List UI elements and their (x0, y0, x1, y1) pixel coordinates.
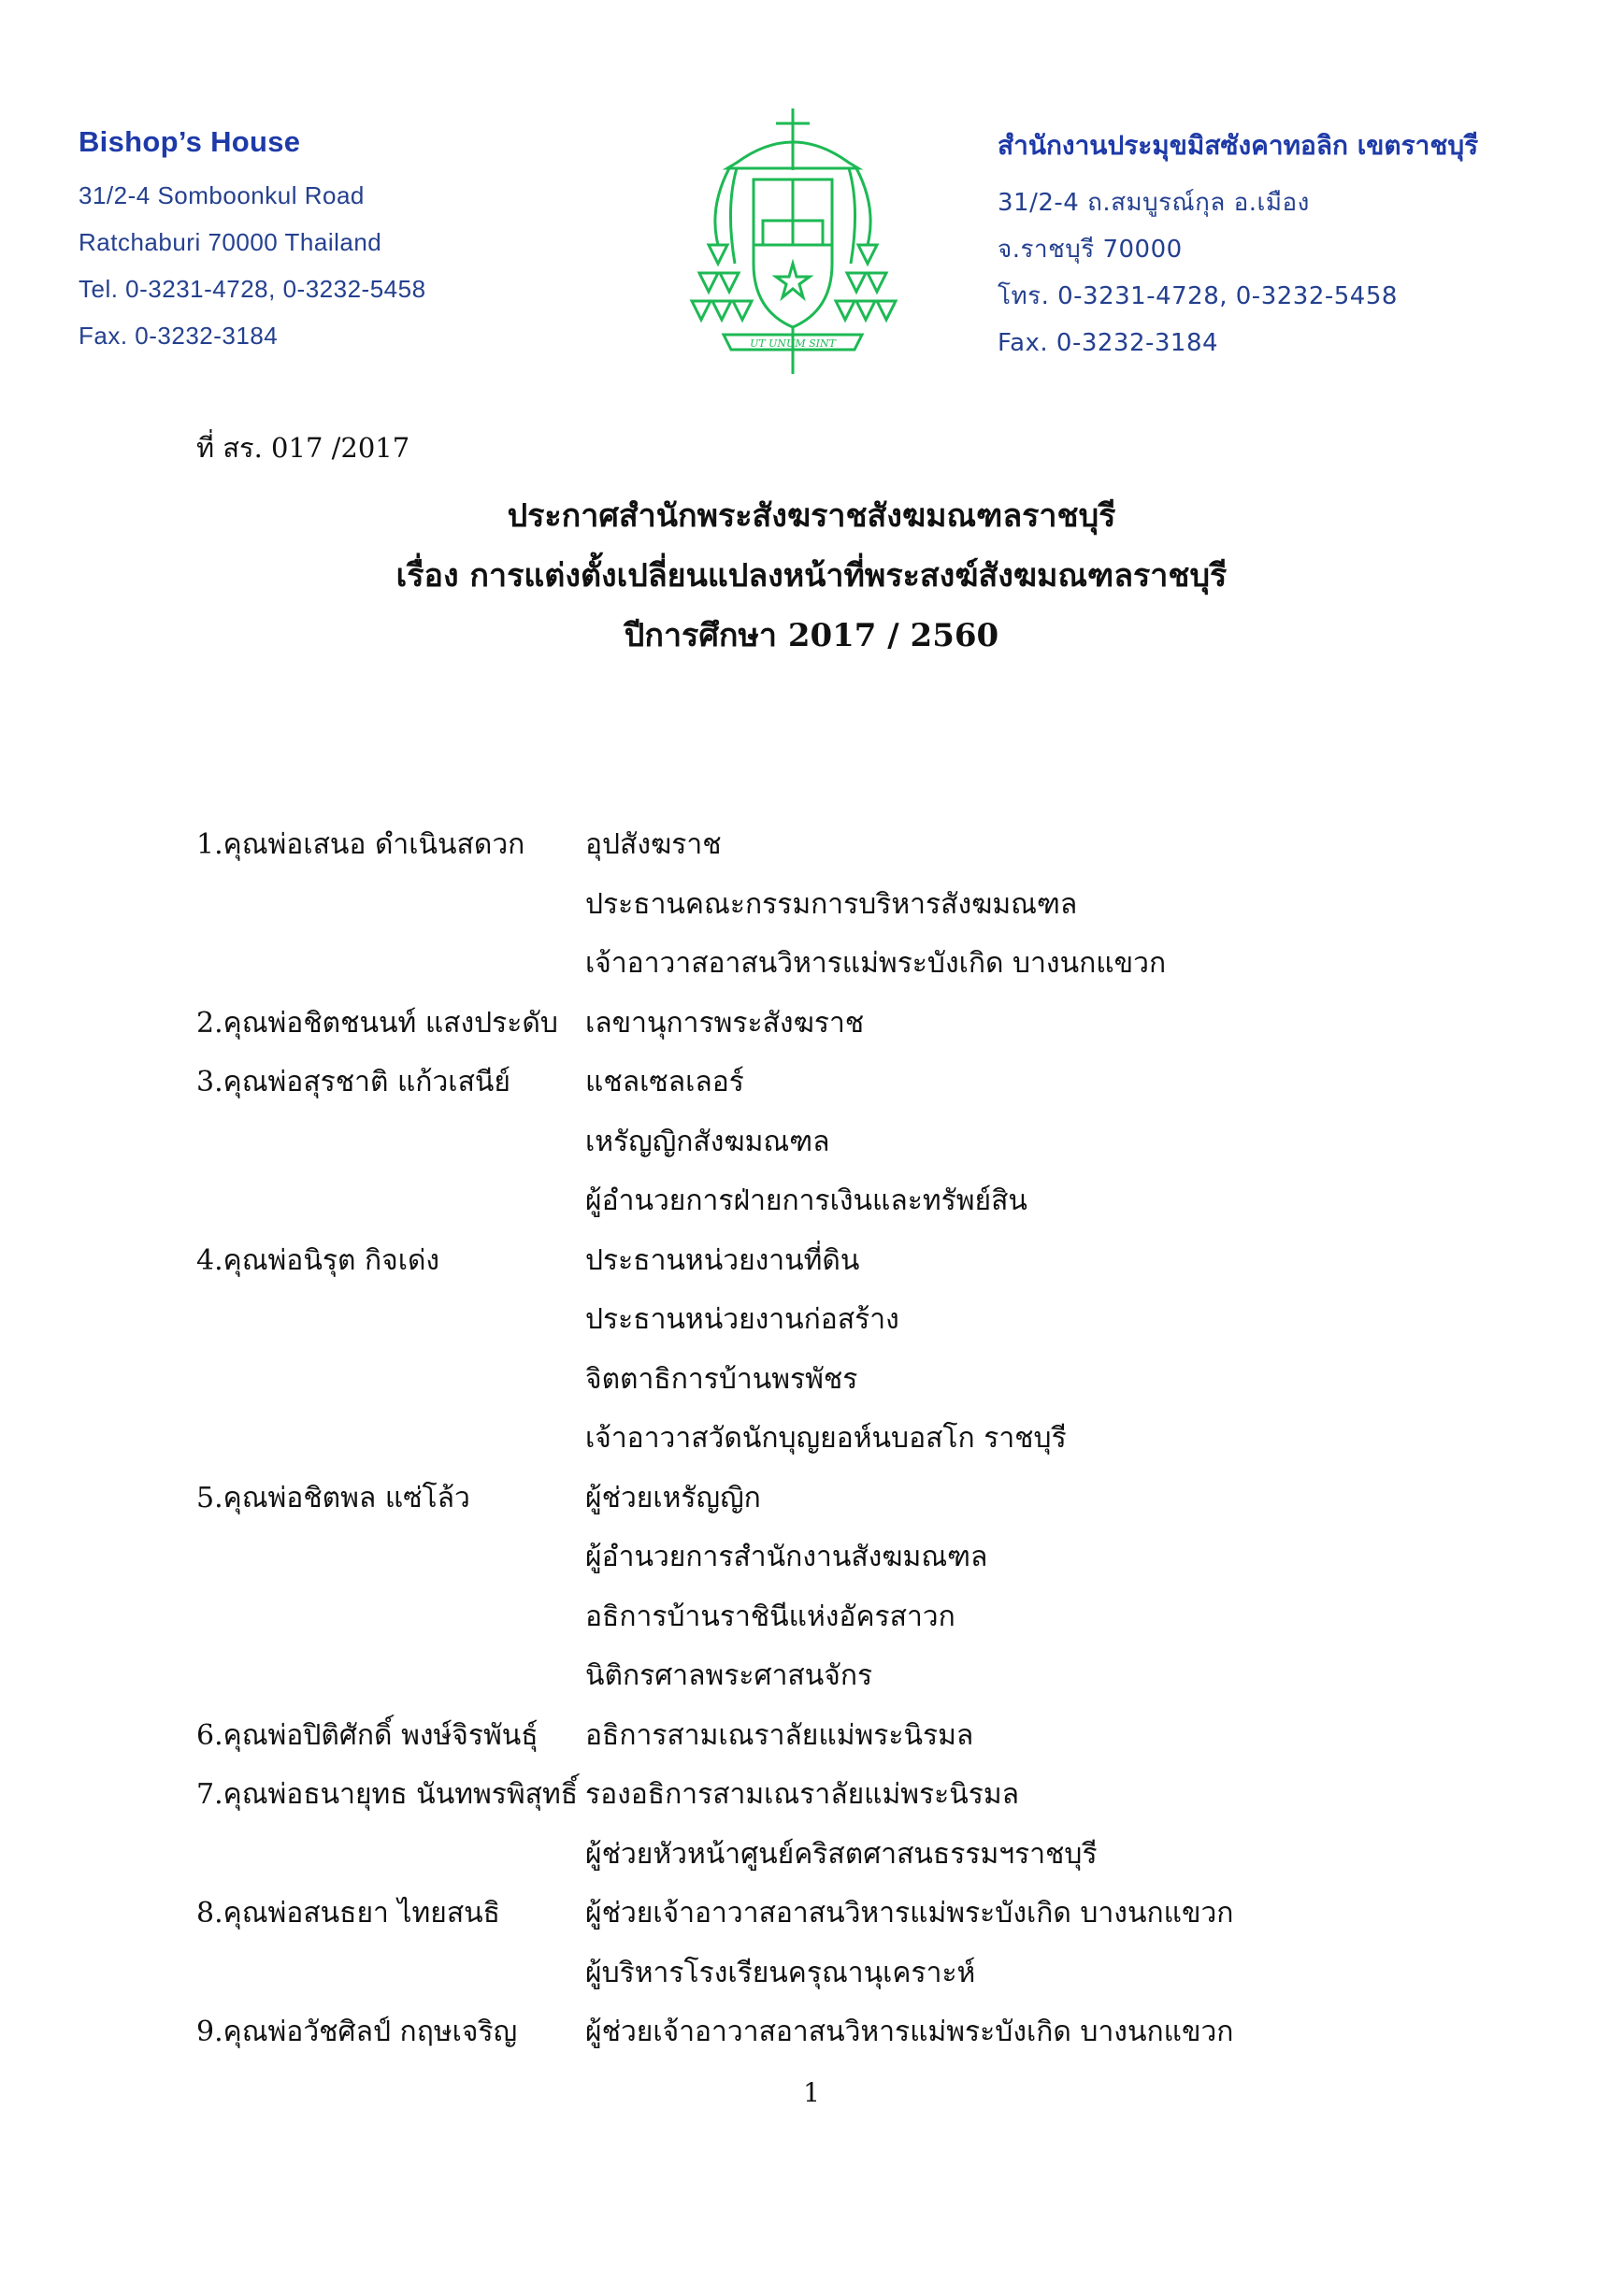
list-row (196, 1171, 1505, 1231)
address-line-1: 31/2-4 Somboonkul Road (79, 181, 365, 209)
fax-thai: Fax. 0-3232-3184 (998, 329, 1219, 357)
list-row (196, 1053, 1505, 1112)
org-name-thai: สำนักงานประมุขมิสซังคาทอลิก เขตราชบุรี (998, 130, 1479, 161)
priest-role: ผู้ช่วยเหรัญญิก (585, 1481, 761, 1514)
list-row (196, 1528, 1505, 1587)
priest-role: เหรัญญิกสังฆมณฑล (585, 1125, 830, 1158)
bishop-crest-emblem (681, 105, 905, 376)
title-line-1: ประกาศสำนักพระสังฆราชสังฆมณฑลราชบุรี (507, 497, 1116, 535)
list-row (196, 1290, 1505, 1350)
priest-role: เจ้าอาวาสวัดนักบุญยอห์นบอสโก ราชบุรี (585, 1422, 1067, 1455)
list-row (196, 815, 1505, 875)
announcement-heading (0, 486, 1623, 666)
priest-name: 4.คุณพ่อนิรุต กิจเด่ง (196, 1243, 440, 1277)
priest-role: ผู้อำนวยการฝ่ายการเงินและทรัพย์สิน (585, 1184, 1027, 1217)
priest-role: อธิการสามเณราลัยแม่พระนิรมล (585, 1718, 974, 1752)
list-row (196, 1409, 1505, 1469)
priest-role: ผู้ช่วยเจ้าอาวาสอาสนวิหารแม่พระบังเกิด บางนกแขวก (585, 1897, 1234, 1930)
priest-role: ผู้ช่วยเจ้าอาวาสอาสนวิหารแม่พระบังเกิด บางนกแขวก (585, 2016, 1234, 2048)
telephone-thai: โทร. 0-3231-4728, 0-3232-5458 (998, 282, 1398, 310)
crest-motto: UT UNUM SINT (750, 337, 836, 350)
letterhead-thai (998, 125, 1478, 366)
list-row (196, 1469, 1505, 1528)
list-row (196, 1765, 1505, 1825)
priest-role: จิตตาธิการบ้านพรพัชร (585, 1362, 858, 1396)
priest-role: ประธานหน่วยงานที่ดิน (585, 1243, 860, 1277)
priest-role: เลขานุการพระสังฆราช (585, 1006, 865, 1040)
fax: Fax. 0-3232-3184 (79, 322, 279, 350)
list-row (196, 1350, 1505, 1410)
address-line-2-thai: จ.ราชบุรี 70000 (998, 236, 1183, 264)
org-name-english: Bishop’s House (79, 125, 301, 158)
priest-role: อุปสังฆราช (585, 828, 722, 861)
priest-role: นิติกรศาลพระศาสนจักร (585, 1659, 873, 1692)
priest-role: รองอธิการสามเณราลัยแม่พระนิรมล (585, 1778, 1020, 1811)
priest-role: ผู้ช่วยหัวหน้าศูนย์คริสตศาสนธรรมฯราชบุรี (585, 1837, 1098, 1871)
priest-name: 6.คุณพ่อปิติศักดิ์ พงษ์จิรพันธุ์ (196, 1718, 539, 1752)
appointment-list (196, 815, 1505, 2062)
priest-name: 1.คุณพ่อเสนอ ดำเนินสดวก (196, 828, 525, 861)
list-row (196, 1587, 1505, 1647)
list-row (196, 934, 1505, 994)
list-row (196, 1112, 1505, 1172)
list-row (196, 1706, 1505, 1766)
priest-role: เจ้าอาวาสอาสนวิหารแม่พระบังเกิด บางนกแขวก (585, 947, 1167, 980)
list-row (196, 1231, 1505, 1291)
title-line-3: ปีการศึกษา 2017 / 2560 (624, 617, 999, 654)
list-row (196, 994, 1505, 1054)
page-number: 1 (803, 2077, 820, 2108)
priest-role: แชลเซลเลอร์ (585, 1066, 744, 1098)
priest-role: ประธานหน่วยงานก่อสร้าง (585, 1303, 899, 1336)
list-row (196, 1884, 1505, 1944)
priest-name: 7.คุณพ่อธนายุทธ นันทพรพิสุทธิ์ (196, 1778, 579, 1811)
address-line-1-thai: 31/2-4 ถ.สมบูรณ์กุล อ.เมือง (998, 189, 1310, 217)
address-line-2: Ratchaburi 70000 Thailand (79, 228, 382, 256)
letterhead-english (79, 125, 426, 359)
priest-name: 2.คุณพ่อชิตชนนท์ แสงประดับ (196, 1006, 558, 1040)
priest-name: 9.คุณพ่อวัชศิลป์ กฤษเจริญ (196, 2016, 518, 2048)
priest-role: ประธานคณะกรรมการบริหารสังฆมณฑล (585, 887, 1078, 921)
priest-name: 8.คุณพ่อสนธยา ไทยสนธิ (196, 1897, 500, 1930)
priest-name: 3.คุณพ่อสุรชาติ แก้วเสนีย์ (196, 1066, 510, 1098)
priest-role: อธิการบ้านราชินีแห่งอัครสาวก (585, 1600, 955, 1633)
telephone: Tel. 0-3231-4728, 0-3232-5458 (79, 275, 426, 303)
priest-role: ผู้บริหารโรงเรียนครุณานุเคราะห์ (585, 1956, 976, 1989)
list-row (196, 875, 1505, 935)
document-number: ที่ สร. 017 /2017 (196, 432, 410, 464)
list-row (196, 1825, 1505, 1885)
list-row (196, 1944, 1505, 2003)
list-row (196, 2002, 1505, 2062)
priest-role: ผู้อำนวยการสำนักงานสังฆมณฑล (585, 1541, 988, 1573)
title-line-2: เรื่อง การแต่งตั้งเปลี่ยนแปลงหน้าที่พระสงฆ์สังฆมณฑลราชบุรี (395, 557, 1228, 595)
priest-name: 5.คุณพ่อชิตพล แซ่โล้ว (196, 1481, 470, 1514)
list-row (196, 1646, 1505, 1706)
